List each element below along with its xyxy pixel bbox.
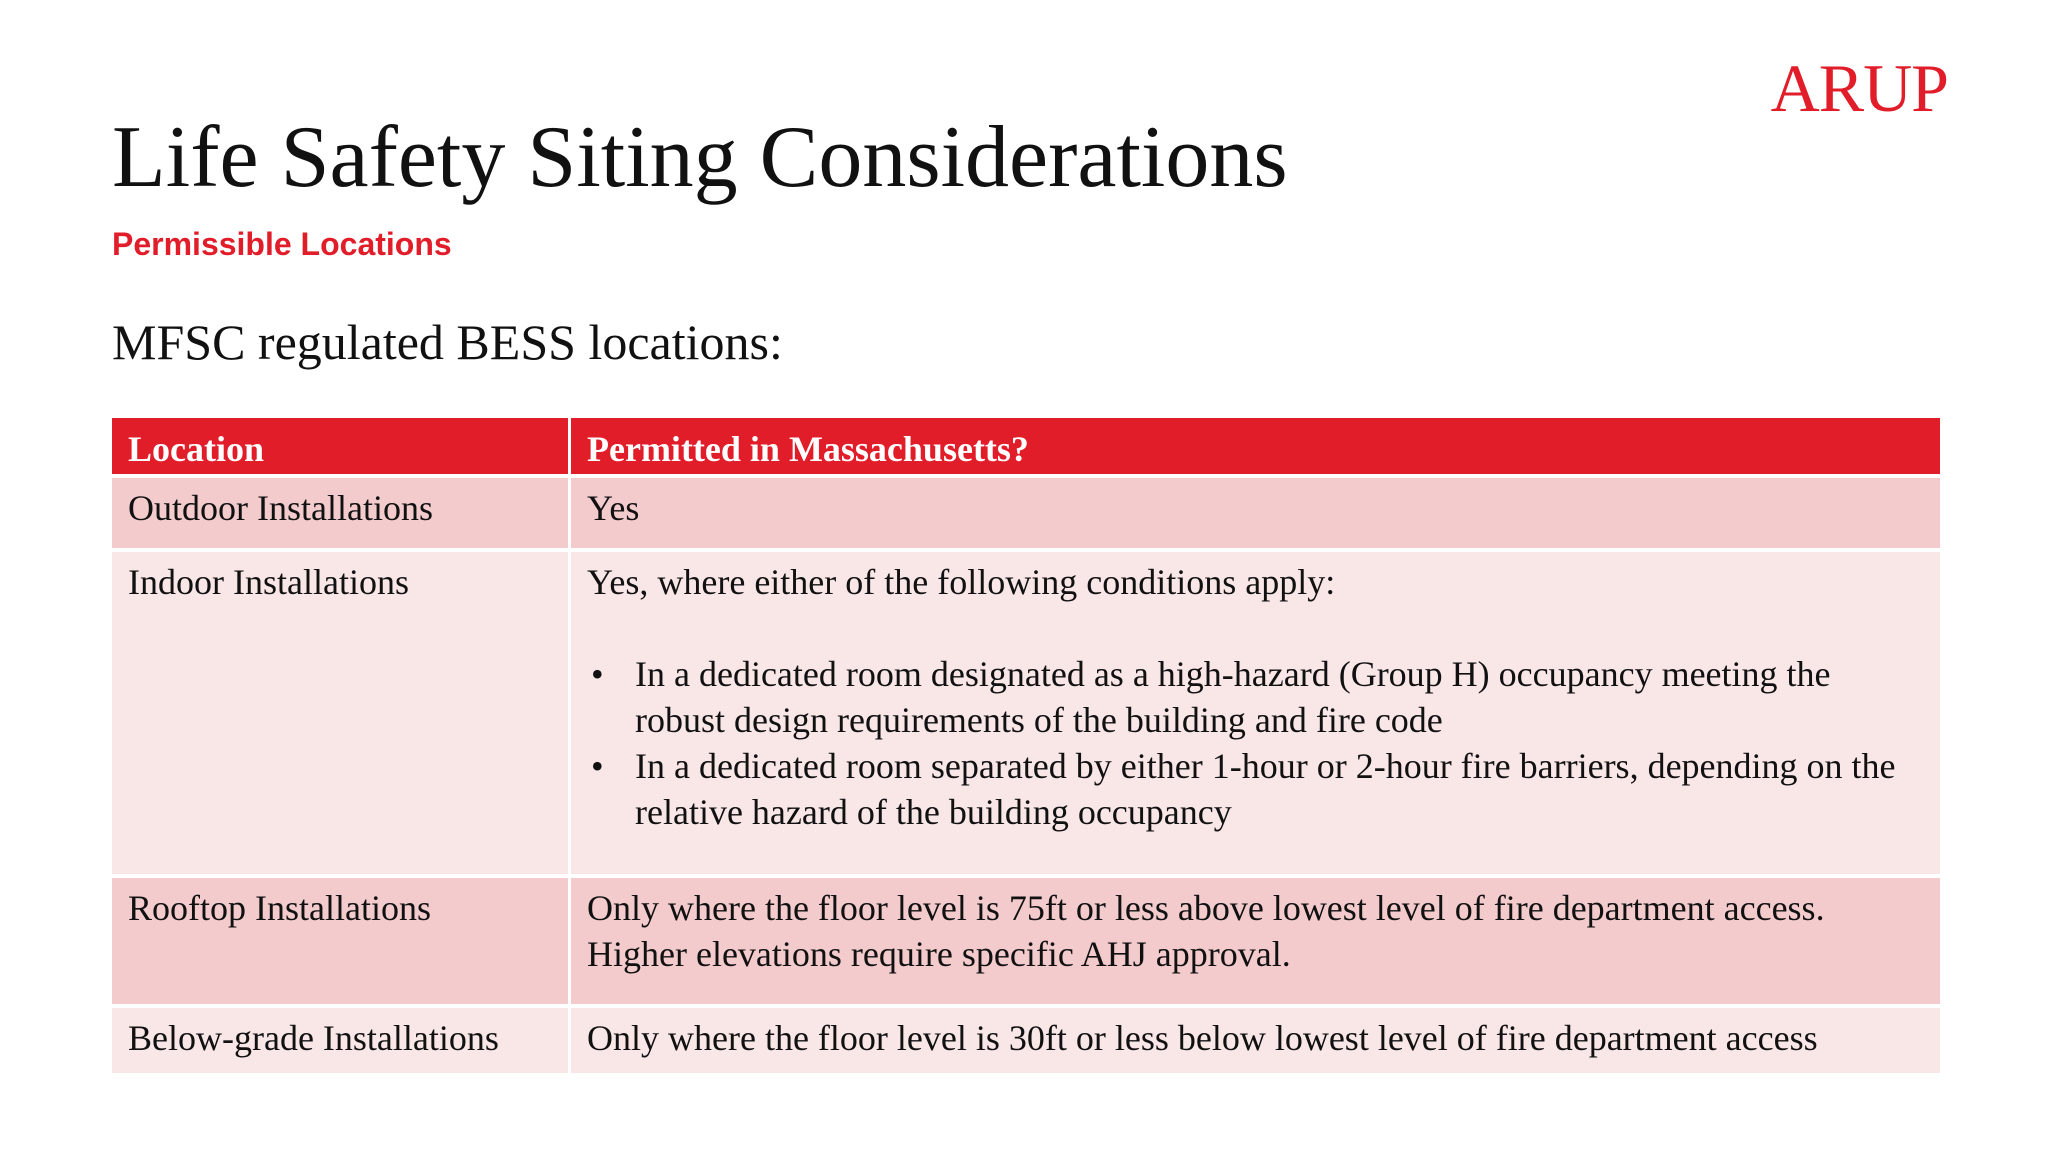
list-item: [587, 651, 1924, 743]
intro-text: MFSC regulated BESS locations:: [112, 314, 783, 370]
table-header-row: [112, 418, 1940, 478]
table-row: [112, 478, 1940, 552]
table-row: [112, 552, 1940, 878]
permitted-cell: [568, 552, 1940, 878]
condition-text: In a dedicated room separated by either 1-hour or 2-hour fire barriers, depending on the relative hazard of the building occupancy: [635, 746, 1896, 832]
location-cell: Indoor Installations: [112, 552, 568, 878]
column-header-permitted: Permitted in Massachusetts?: [568, 418, 1940, 478]
bullet-icon: •: [591, 746, 604, 786]
page-title: Life Safety Siting Considerations: [112, 109, 1288, 206]
location-cell: Outdoor Installations: [112, 478, 568, 552]
location-cell: Below-grade Installations: [112, 1008, 568, 1077]
bess-locations-table: [112, 418, 1940, 1077]
conditions-list: [587, 651, 1924, 835]
list-item: [587, 743, 1924, 835]
permitted-cell: Only where the floor level is 75ft or less above lowest level of fire department access. Higher elevations require specific AHJ approval.: [568, 878, 1940, 1008]
table-row: [112, 1008, 1940, 1077]
section-subtitle: Permissible Locations: [112, 226, 452, 262]
permitted-cell: Yes: [568, 478, 1940, 552]
table-header: [112, 418, 1940, 478]
column-header-location: Location: [112, 418, 568, 478]
bullet-icon: •: [591, 654, 604, 694]
condition-text: In a dedicated room designated as a high-hazard (Group H) occupancy meeting the robust design requirements of the building and fire code: [635, 654, 1831, 740]
permitted-lead-text: Yes, where either of the following conditions apply:: [587, 562, 1336, 602]
location-cell: Rooftop Installations: [112, 878, 568, 1008]
table-row: [112, 878, 1940, 1008]
arup-logo: ARUP: [1770, 50, 1948, 126]
permitted-cell: Only where the floor level is 30ft or less below lowest level of fire department access: [568, 1008, 1940, 1077]
table-body: [112, 478, 1940, 1077]
